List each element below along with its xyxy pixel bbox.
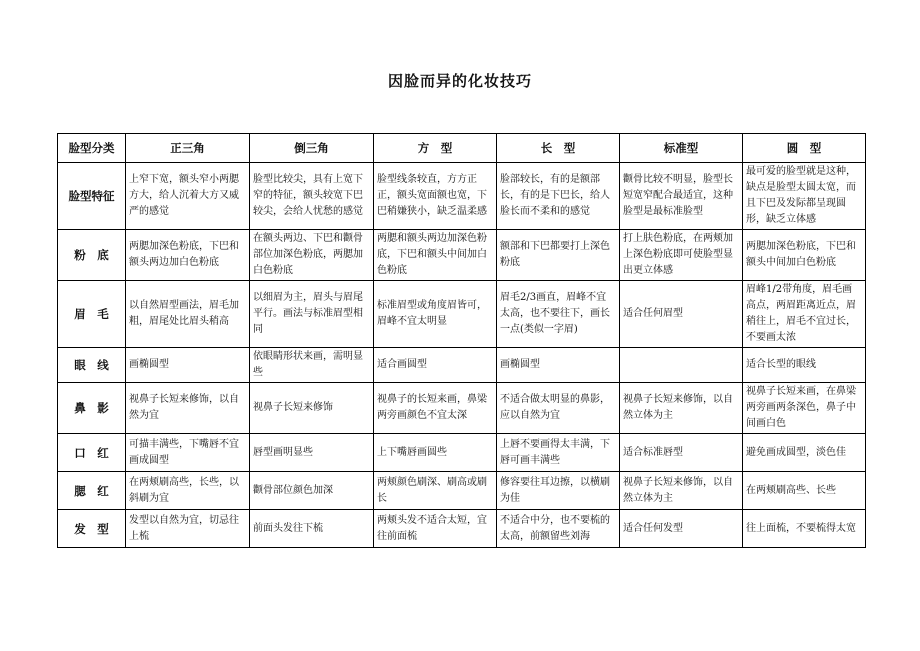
row-header: 眼 线 [58,348,126,383]
table-cell: 两腮和额头两边加深色粉底，下巴和额头中间加白色粉底 [374,230,497,281]
table-row [58,434,866,472]
table-cell: 适合标准唇型 [620,434,743,472]
table-header-row [58,134,866,163]
row-header: 眉 毛 [58,281,126,348]
table-cell: 前面头发往下梳 [250,510,374,548]
row-header: 鼻 影 [58,383,126,434]
table-cell: 两腮加深色粉底，下巴和额头中间加白色粉底 [743,230,866,281]
column-header: 标准型 [620,134,743,163]
column-header: 长 型 [497,134,620,163]
table-cell: 画椭圆型 [126,348,250,383]
table-cell: 不适合中分，也不要梳的太高，前额留些刘海 [497,510,620,548]
table-cell: 以自然眉型画法，眉毛加粗，眉尾处比眉头稍高 [126,281,250,348]
table-cell: 以细眉为主，眉头与眉尾平行。画法与标准眉型相同 [250,281,374,348]
row-header: 脸型特征 [58,163,126,230]
row-header: 腮 红 [58,472,126,510]
table-cell: 适合任何眉型 [620,281,743,348]
table-cell: 在两颊刷高些，长些，以斜刷为宜 [126,472,250,510]
table-cell: 视鼻子长短来修饰，以自然为宜 [126,383,250,434]
column-header: 倒三角 [250,134,374,163]
table-cell: 额部和下巴都要打上深色粉底 [497,230,620,281]
table-cell: 打上肤色粉底，在两颊加上深色粉底即可使脸型显出更立体感 [620,230,743,281]
table-cell: 发型以自然为宜，切忌往上梳 [126,510,250,548]
column-header: 脸型分类 [58,134,126,163]
table-cell: 颧骨部位颜色加深 [250,472,374,510]
row-header: 发 型 [58,510,126,548]
table-cell: 脸型比较尖，具有上宽下窄的特征，额头较宽下巴较尖，会给人忧愁的感觉 [250,163,374,230]
table-cell: 脸型线条较直，方方正正，额头宽面额也宽，下巴稍嫌狭小，缺乏温柔感 [374,163,497,230]
table-cell: 在两颊刷高些、长些 [743,472,866,510]
column-header: 方 型 [374,134,497,163]
table-row [58,348,866,383]
table-cell: 避免画成圆型，淡色佳 [743,434,866,472]
table-cell: 在额头两边、下巴和颧骨部位加深色粉底，两腮加白色粉底 [250,230,374,281]
table-cell: 上下嘴唇画圆些 [374,434,497,472]
table-cell: 两颊颜色刷深、刷高或刷长 [374,472,497,510]
table-row [58,383,866,434]
table-cell: 最可爱的脸型就是这种，缺点是脸型太圆太宽，而且下巴及发际都呈现圆形，缺乏立体感 [743,163,866,230]
table-row [58,230,866,281]
table-cell: 不适合做太明显的鼻影，应以自然为宜 [497,383,620,434]
table-cell: 视鼻子的长短来画，鼻梁两旁画颜色不宜太深 [374,383,497,434]
makeup-tips-table [57,133,866,548]
document-title: 因脸而异的化妆技巧 [387,72,532,90]
table-row [58,163,866,230]
table-cell [620,348,743,383]
table-cell: 眉毛2/3画直，眉峰不宜太高，也不要往下，画长一点(类似一字眉) [497,281,620,348]
table-cell: 视鼻子长短来修饰 [250,383,374,434]
table-cell: 画椭圆型 [497,348,620,383]
table-body [58,163,866,548]
table-cell: 上窄下宽，额头窄小两腮方大，给人沉着大方又威严的感觉 [126,163,250,230]
table-row [58,472,866,510]
table-cell: 适合画圆型 [374,348,497,383]
table-cell: 修容要往耳边擦，以横刷为佳 [497,472,620,510]
row-header: 粉 底 [58,230,126,281]
table-cell: 上唇不要画得太丰满，下唇可画丰满些 [497,434,620,472]
table-cell: 依眼睛形状来画，需明显些 [250,348,374,383]
table-cell: 视鼻子长短来修饰，以自然立体为主 [620,383,743,434]
table-cell: 颧骨比较不明显，脸型长短宽窄配合最适宜，这种脸型是最标准脸型 [620,163,743,230]
column-header: 正三角 [126,134,250,163]
table-cell: 视鼻子长短来修饰，以自然立体为主 [620,472,743,510]
table-cell: 唇型画明显些 [250,434,374,472]
table-cell: 适合长型的眼线 [743,348,866,383]
table-cell: 脸部较长，有的是额部长，有的是下巴长，给人脸长而不柔和的感觉 [497,163,620,230]
table-cell: 两颊头发不适合太短，宜往前面梳 [374,510,497,548]
row-header: 口 红 [58,434,126,472]
column-header: 圆 型 [743,134,866,163]
table-row [58,281,866,348]
table-cell: 标准眉型或角度眉皆可，眉峰不宜太明显 [374,281,497,348]
table-cell: 适合任何发型 [620,510,743,548]
table-row [58,510,866,548]
table-cell: 眉峰1/2带角度，眉毛画高点，两眉距离近点，眉稍往上，眉毛不宜过长，不要画太浓 [743,281,866,348]
table-cell: 往上面梳，不要梳得太宽 [743,510,866,548]
table-cell: 两腮加深色粉底，下巴和额头两边加白色粉底 [126,230,250,281]
table-cell: 可描丰满些，下嘴唇不宜画成圆型 [126,434,250,472]
table-cell: 视鼻子长短来画，在鼻梁两旁画两条深色，鼻子中间画白色 [743,383,866,434]
